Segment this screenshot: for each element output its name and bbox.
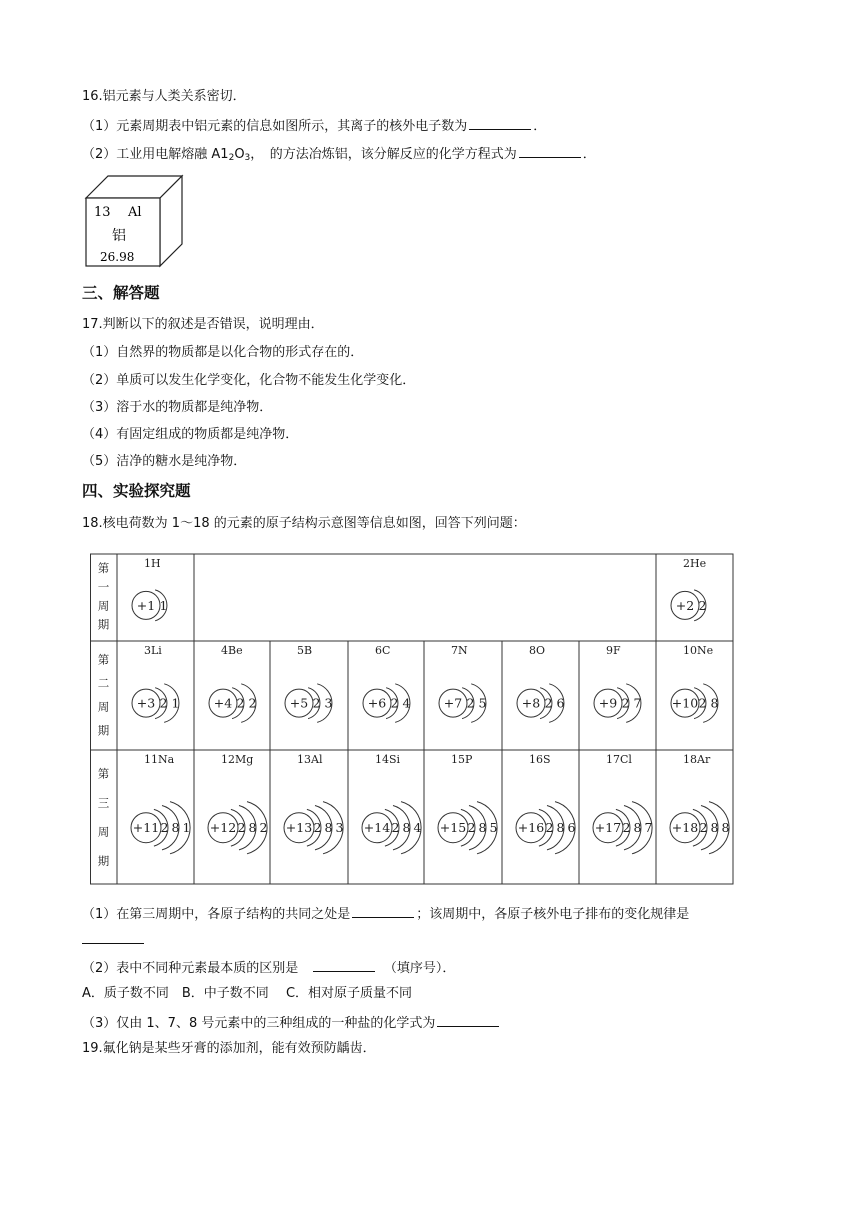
nucleus-charge: +10: [671, 695, 699, 711]
element-label: 16S: [529, 753, 551, 766]
atomic-structure-table: [90, 553, 735, 887]
nucleus-charge: +18: [671, 820, 699, 836]
shell-electron-count: 2: [544, 695, 553, 711]
nucleus-charge: +2: [675, 597, 695, 613]
nucleus-charge: +15: [439, 820, 467, 836]
shell-electron-count: 6: [567, 820, 576, 836]
element-label: 2He: [683, 557, 707, 570]
section-title-4: 四、实验探究题: [82, 482, 191, 500]
q19-stem: 19.氟化钠是某些牙膏的添加剂，能有效预防龋齿．: [82, 1041, 376, 1056]
shell-electron-count: 3: [324, 695, 333, 711]
shell-electron-count: 1: [182, 820, 191, 836]
nucleus-charge: +8: [521, 695, 541, 711]
period-label: 第一周期: [97, 560, 110, 632]
answer-blank: [469, 116, 531, 130]
shell-electron-count: 2: [159, 695, 168, 711]
element-label: 13Al: [297, 753, 323, 766]
shell-electron-count: 2: [622, 820, 631, 836]
q18-stem: 18.核电荷数为 1～18 的元素的原子结构示意图等信息如图，回答下列问题：: [82, 516, 526, 531]
element-label: 4Be: [221, 644, 243, 657]
answer-blank: [82, 930, 144, 944]
q17-item: （1）自然界的物质都是以化合物的形式存在的．: [82, 345, 364, 360]
element-label: 7N: [451, 644, 468, 657]
aluminum-element-cell: [82, 172, 192, 272]
answer-blank: [313, 958, 375, 972]
nucleus-charge: +11: [132, 820, 160, 836]
nucleus-charge: +14: [363, 820, 391, 836]
shell-electron-count: 8: [710, 820, 719, 836]
shell-electron-count: 8: [556, 820, 565, 836]
element-label: 5B: [297, 644, 313, 657]
shell-electron-count: 1: [171, 695, 180, 711]
cell-symbol: Al: [128, 205, 142, 220]
shell-electron-count: 3: [335, 820, 344, 836]
element-label: 12Mg: [221, 753, 254, 766]
cell-atomic-mass: 26.98: [100, 250, 135, 264]
element-label: 11Na: [144, 753, 175, 766]
nucleus-charge: +17: [594, 820, 622, 836]
shell-electron-count: 2: [467, 820, 476, 836]
shell-electron-count: 4: [402, 695, 411, 711]
nucleus-charge: +6: [367, 695, 387, 711]
period-label: 第三周期: [97, 766, 110, 869]
shell-electron-count: 2: [391, 820, 400, 836]
element-label: 14Si: [375, 753, 401, 766]
shell-electron-count: 8: [478, 820, 487, 836]
element-label: 9F: [606, 644, 621, 657]
shell-electron-count: 2: [621, 695, 630, 711]
shell-electron-count: 2: [236, 695, 245, 711]
cell-atomic-number: 13: [94, 205, 111, 220]
shell-electron-count: 8: [248, 820, 257, 836]
shell-electron-count: 2: [237, 820, 246, 836]
shell-electron-count: 2: [312, 695, 321, 711]
shell-electron-count: 2: [248, 695, 257, 711]
q17-item: （3）溶于水的物质都是纯净物．: [82, 400, 273, 415]
element-label: 1H: [144, 557, 161, 570]
q17-stem: 17.判断以下的叙述是否错误，说明理由．: [82, 317, 324, 332]
shell-electron-count: 2: [259, 820, 268, 836]
nucleus-charge: +9: [598, 695, 618, 711]
shell-electron-count: 2: [160, 820, 169, 836]
nucleus-charge: +1: [136, 597, 156, 613]
shell-electron-count: 2: [545, 820, 554, 836]
shell-electron-count: 2: [698, 695, 707, 711]
shell-electron-count: 8: [324, 820, 333, 836]
nucleus-charge: +12: [209, 820, 237, 836]
q17-item: （4）有固定组成的物质都是纯净物．: [82, 427, 299, 442]
shell-electron-count: 2: [699, 820, 708, 836]
cell-name: 铝: [112, 228, 126, 244]
q17-item: （5）洁净的糖水是纯净物．: [82, 454, 247, 469]
nucleus-charge: +16: [517, 820, 545, 836]
shell-electron-count: 8: [721, 820, 730, 836]
shell-electron-count: 2: [313, 820, 322, 836]
q16-part1: （1）元素周期表中铝元素的信息如图所示，其离子的核外电子数为 ．: [82, 116, 546, 136]
nucleus-charge: +7: [443, 695, 463, 711]
element-label: 17Cl: [606, 753, 632, 766]
shell-electron-count: 7: [633, 695, 642, 711]
q16-stem: 16.铝元素与人类关系密切．: [82, 89, 246, 104]
element-label: 10Ne: [683, 644, 714, 657]
shell-electron-count: 5: [489, 820, 498, 836]
shell-electron-count: 1: [159, 597, 168, 613]
nucleus-charge: +3: [136, 695, 156, 711]
element-label: 3Li: [144, 644, 162, 657]
period-label: 第二周期: [97, 652, 110, 738]
shell-electron-count: 2: [698, 597, 707, 613]
shell-electron-count: 7: [644, 820, 653, 836]
shell-electron-count: 2: [466, 695, 475, 711]
element-label: 6C: [375, 644, 391, 657]
answer-blank: [352, 904, 414, 918]
q18-part1: （1）在第三周期中，各原子结构的共同之处是 ；该周期中，各原子核外电子排布的变化规律是: [82, 904, 689, 924]
nucleus-charge: +4: [213, 695, 233, 711]
q18-part2: （2）表中不同种元素最本质的区别是 （填序号）．: [82, 958, 455, 978]
element-label: 15P: [451, 753, 473, 766]
q18-options: A．质子数不同 B．中子数不同 C．相对原子质量不同: [82, 986, 413, 1001]
nucleus-charge: +5: [289, 695, 309, 711]
shell-electron-count: 4: [413, 820, 422, 836]
element-label: 18Ar: [683, 753, 711, 766]
shell-electron-count: 8: [710, 695, 719, 711]
shell-electron-count: 8: [402, 820, 411, 836]
q18-part1-continued: [82, 930, 146, 950]
shell-electron-count: 5: [478, 695, 487, 711]
q16-part2: （2）工业用电解熔融 $A1_2O_3$， 的方法冶炼铝，该分解反应的化学方程式为 ．: [82, 144, 596, 167]
nucleus-charge: +13: [285, 820, 313, 836]
element-label: 8O: [529, 644, 546, 657]
shell-electron-count: 6: [556, 695, 565, 711]
shell-electron-count: 2: [390, 695, 399, 711]
shell-electron-count: 8: [633, 820, 642, 836]
q17-item: （2）单质可以发生化学变化，化合物不能发生化学变化．: [82, 373, 416, 388]
shell-electron-count: 8: [171, 820, 180, 836]
q18-part3: （3）仅由 1、7、8 号元素中的三种组成的一种盐的化学式为: [82, 1013, 501, 1033]
section-title-3: 三、解答题: [82, 284, 160, 302]
answer-blank: [437, 1013, 499, 1027]
answer-blank: [519, 144, 581, 158]
